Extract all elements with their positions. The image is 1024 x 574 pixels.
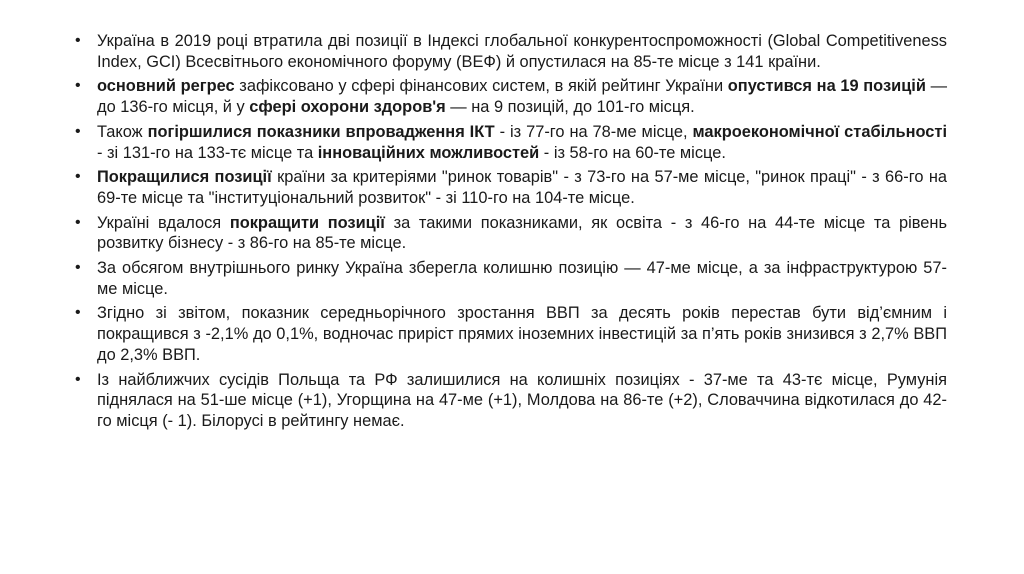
text: Україна в 2019 році втратила дві позиції в Індексі глобальної конкурентоспроможності (Global Competitiveness Index, GCI) Всесвітнього економічного форуму (ВЕФ) й опустилася на 85-те місце з 141 країни. <box>97 32 947 71</box>
bullet-item <box>75 303 947 365</box>
bullet-dot-icon: • <box>75 213 81 231</box>
bold-text: опустився на 19 позицій <box>727 77 926 96</box>
text: за такими показниками, як освіта - з 46-го на 44-те місце та рівень розвитку бізнесу - з 86-го на 85-те місце. <box>97 213 947 253</box>
bold-text: основний регрес <box>97 77 235 96</box>
bullet-item <box>75 76 947 117</box>
text: - зі 131-го на 133-тє місце та <box>97 143 318 162</box>
bullet-item <box>75 370 947 432</box>
text: Із найближчих сусідів Польща та РФ залишилися на колишніх позиціях - 37-ме та 43-тє місце, Румунія піднялася на 51-ше місце (+1), Угорщина на 47-ме (+1), Молдова на 86-те (+2), Словаччина відкотилася до 42-го місця (- 1). Білорусі в рейтингу немає. <box>97 370 947 430</box>
bold-text: сфері охорони здоров'я <box>249 98 446 117</box>
text: Також <box>97 122 148 141</box>
text: країни за критеріями "ринок товарів" - з 73-го на 57-ме місце, "ринок праці" - з 66-го на 69-те місце та "інституціональний розвиток" - зі 110-го на 104-те місце. <box>97 168 948 207</box>
text: зафіксовано у сфері фінансових систем, в якій рейтинг України <box>234 77 728 96</box>
bold-text: погіршилися показники впровадження ІКТ <box>147 122 495 141</box>
bold-text: покращити позиції <box>229 213 385 232</box>
bullet-list <box>75 31 948 436</box>
bullet-dot-icon: • <box>75 168 81 186</box>
bullet-item <box>75 213 947 254</box>
text: - із 77-го на 78-ме місце, <box>494 122 693 141</box>
bullet-dot-icon: • <box>75 259 81 277</box>
text: Згідно зі звітом, показник середньорічного зростання ВВП за десять років перестав бути від’ємним і покращився з -2,1% до 0,1%, водночас приріст прямих іноземних інвестицій за п’ять років знизився з 2,7% ВВП до 2,3% ВВП. <box>97 304 947 364</box>
text: - із 58-го на 60-те місце. <box>539 143 726 162</box>
bullet-item <box>75 122 947 163</box>
bullet-dot-icon: • <box>75 122 81 140</box>
bullet-item <box>75 258 947 299</box>
bullet-dot-icon: • <box>75 77 81 95</box>
bold-text: макроекономічної стабільності <box>692 122 947 141</box>
bullet-dot-icon: • <box>75 304 81 322</box>
bold-text: інноваційних можливостей <box>317 143 540 162</box>
bullet-dot-icon: • <box>75 370 81 388</box>
text: — на 9 позицій, до 101-го місця. <box>445 98 695 117</box>
text: Україні вдалося <box>97 213 230 232</box>
text: — до 136-го місця, й у <box>97 77 947 117</box>
bold-text: Покращилися позиції <box>97 168 272 187</box>
text: За обсягом внутрішнього ринку Україна зберегла колишню позицію — 47-ме місце, а за інфраструктурою 57-ме місце. <box>97 259 947 298</box>
bullet-item <box>75 167 948 208</box>
bullet-dot-icon: • <box>75 32 81 49</box>
bullet-item <box>75 31 947 72</box>
